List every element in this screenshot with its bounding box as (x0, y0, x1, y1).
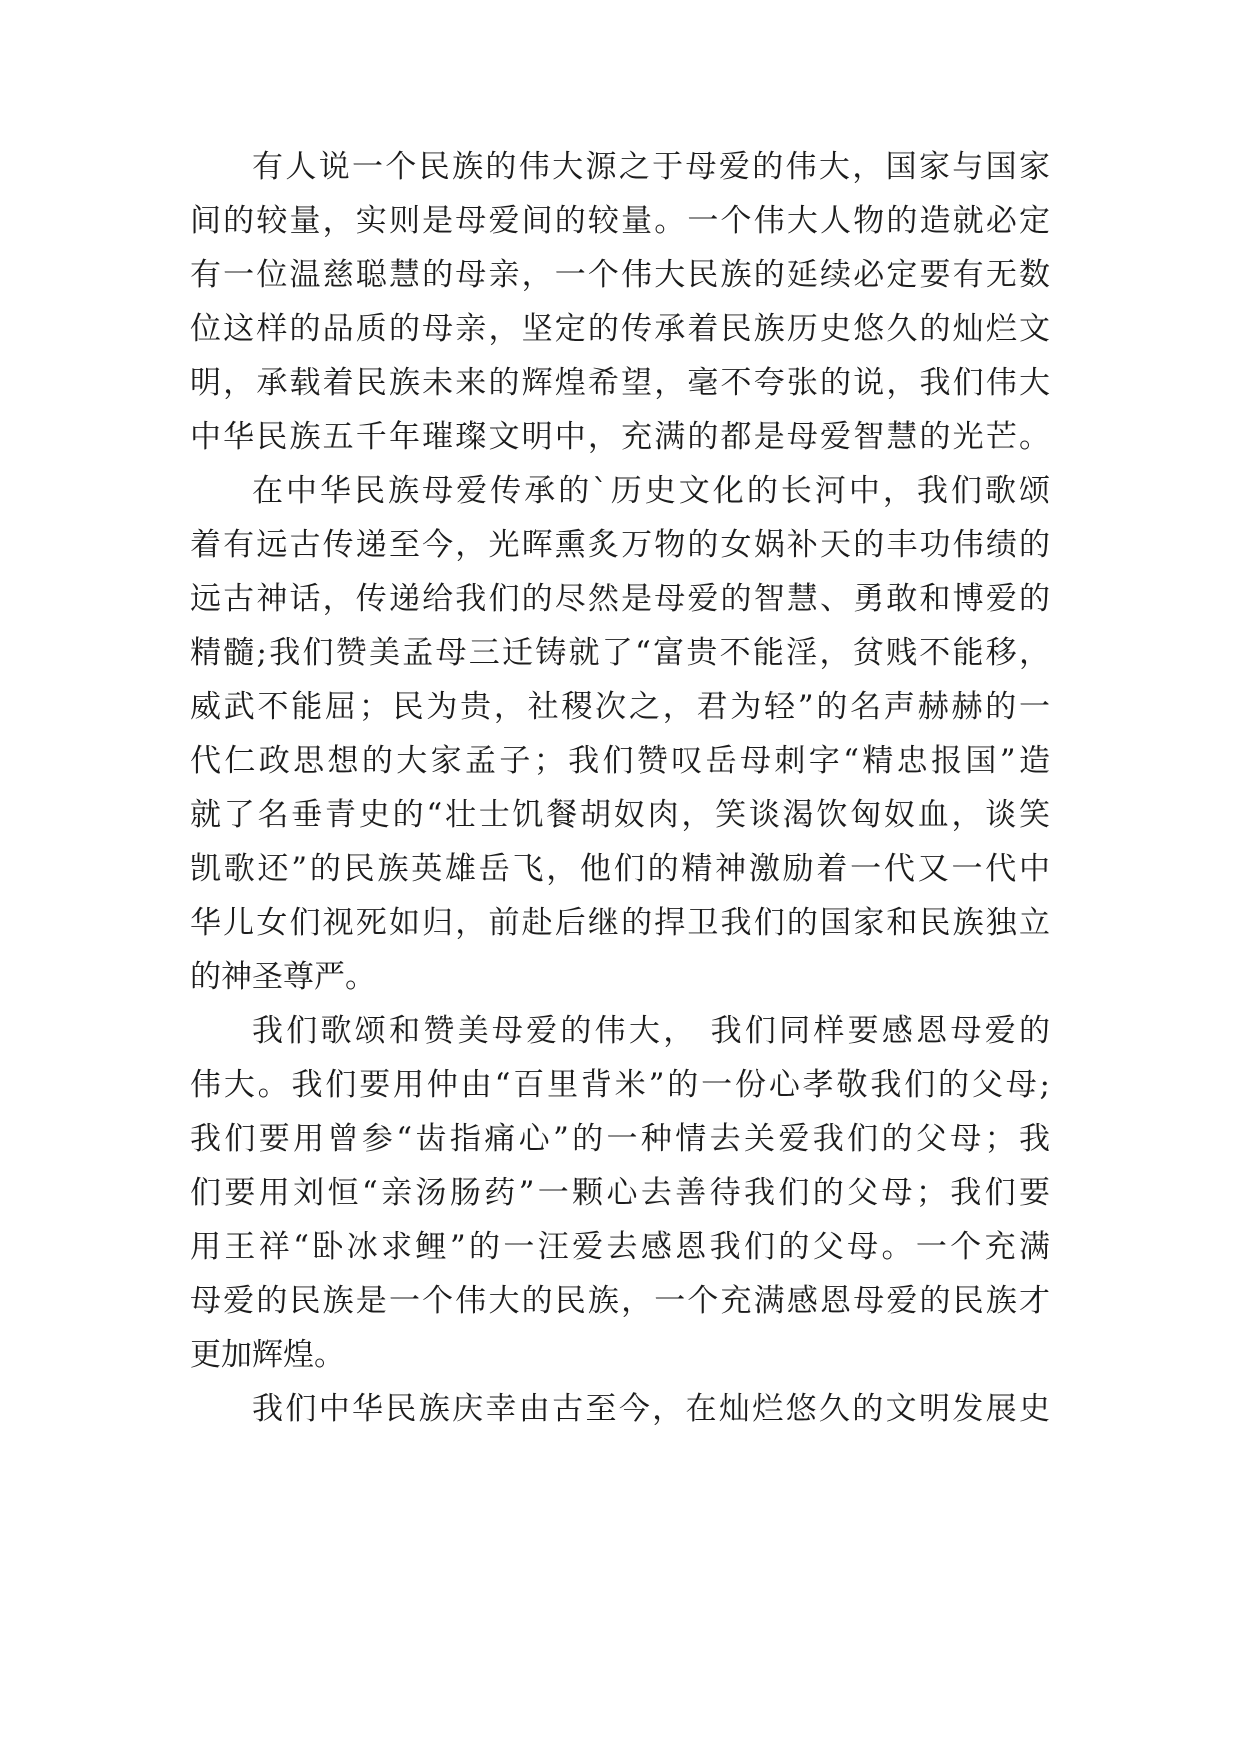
para2-line1: 在中华民族母爱传承的`历史文化的长河中，我们歌颂 (252, 473, 1050, 509)
para2-line10: 的神圣尊严。 (190, 959, 376, 995)
para3-line4: 们要用刘恒“亲汤肠药”一颗心去善待我们的父母；我们要 (190, 1175, 1050, 1211)
para1-line6: 中华民族五千年璀璨文明中，充满的都是母爱智慧的光芒。 (190, 419, 1050, 455)
para2-line5: 威武不能屈；民为贵，社稷次之，君为轻”的名声赫赫的一 (190, 689, 1050, 725)
para3-line6: 母爱的民族是一个伟大的民族，一个充满感恩母爱的民族才 (190, 1283, 1050, 1319)
para2-line4: 精髓;我们赞美孟母三迁铸就了“富贵不能淫，贫贱不能移， (190, 635, 1050, 671)
para3-line7: 更加辉煌。 (190, 1337, 345, 1373)
para1-line2: 间的较量，实则是母爱间的较量。一个伟大人物的造就必定 (190, 203, 1050, 239)
para3-line5: 用王祥“卧冰求鲤”的一汪爱去感恩我们的父母。一个充满 (190, 1229, 1050, 1265)
para2-line3: 远古神话，传递给我们的尽然是母爱的智慧、勇敢和博爱的 (190, 581, 1050, 617)
para2-line2: 着有远古传递至今，光晖熏炙万物的女娲补天的丰功伟绩的 (190, 527, 1050, 563)
para4-line1: 我们中华民族庆幸由古至今，在灿烂悠久的文明发展史 (252, 1391, 1050, 1427)
para1-line5: 明，承载着民族未来的辉煌希望，毫不夸张的说，我们伟大 (190, 365, 1050, 401)
para2-line8: 凯歌还”的民族英雄岳飞，他们的精神激励着一代又一代中 (190, 851, 1050, 887)
para2-line7: 就了名垂青史的“壮士饥餐胡奴肉，笑谈渴饮匈奴血，谈笑 (190, 797, 1050, 833)
para1-line3: 有一位温慈聪慧的母亲，一个伟大民族的延续必定要有无数 (190, 257, 1050, 293)
para2-line9: 华儿女们视死如归，前赴后继的捍卫我们的国家和民族独立 (190, 905, 1050, 941)
para2-line6: 代仁政思想的大家孟子；我们赞叹岳母刺字“精忠报国”造 (190, 743, 1050, 779)
para3-line2: 伟大。我们要用仲由“百里背米”的一份心孝敬我们的父母; (190, 1067, 1050, 1103)
para1-line4: 位这样的品质的母亲，坚定的传承着民族历史悠久的灿烂文 (190, 311, 1050, 347)
para3-line1: 我们歌颂和赞美母爱的伟大， 我们同样要感恩母爱的 (252, 1013, 1050, 1049)
para1-line1: 有人说一个民族的伟大源之于母爱的伟大，国家与国家 (252, 149, 1050, 185)
para3-line3: 我们要用曾参“齿指痛心”的一种情去关爱我们的父母；我 (190, 1121, 1050, 1157)
